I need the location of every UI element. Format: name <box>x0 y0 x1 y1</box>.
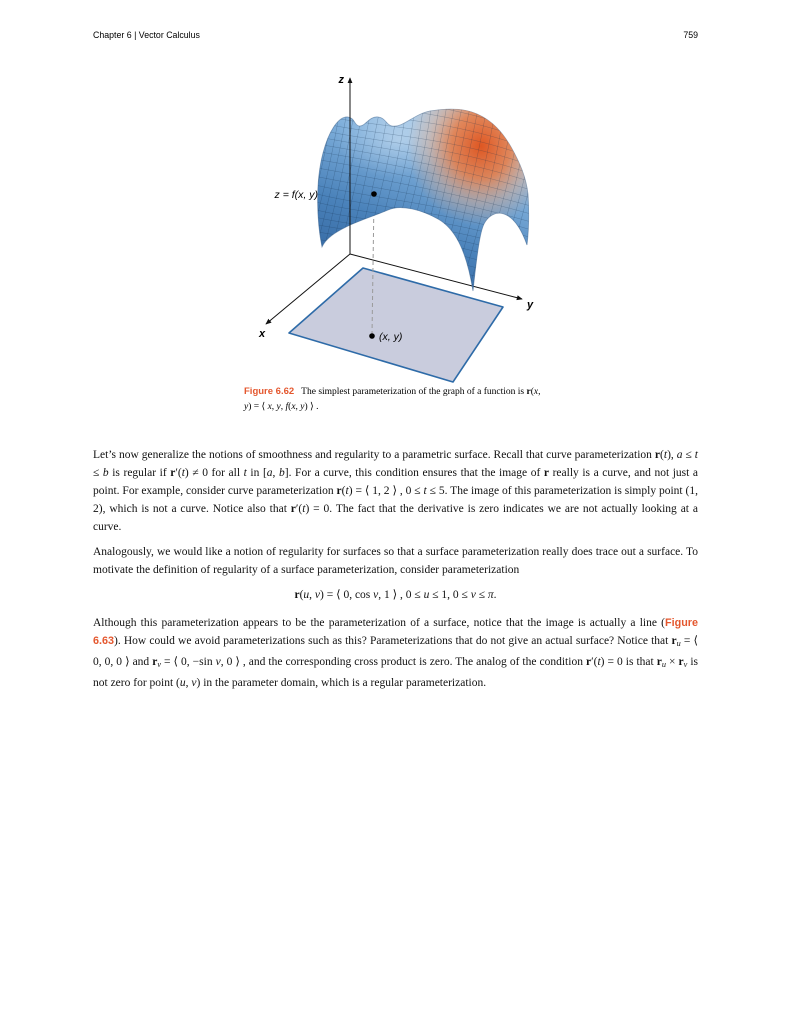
chapter-title: Chapter 6 | Vector Calculus <box>93 30 200 40</box>
domain-plane <box>289 268 503 382</box>
figure-caption: Figure 6.62 The simplest parameterization of the graph of a function is r(x, y) = ⟨ x, y, f(x, y) ⟩ . <box>244 386 541 412</box>
display-equation: r(u, v) = ⟨ 0, cos v, 1 ⟩ , 0 ≤ u ≤ 1, 0 ≤ v ≤ π. <box>294 589 497 601</box>
surface-point-dot <box>371 191 377 197</box>
paragraph-2: Analogously, we would like a notion of regularity for surfaces so that a surface parameterization really does trace out a surface. To motivate the definition of regularity of a surface parameterization, consider parameterization <box>93 546 698 576</box>
paragraph-3: Although this parameterization appears to be the parameterization of a surface, notice that the image is actually a line (Figure 6.63). How could we avoid parameterizations such as this? Parameterizations that do not give an actual surface? Notice that ru = ⟨ 0, 0, 0 ⟩ and rv = ⟨ 0, −sin v, 0 ⟩ , and the corresponding cross product is zero. The analog of the condition r′(t) = 0 is that ru × rv is not zero for point (u, v) in the parameter domain, which is a regular parameterization. <box>93 617 698 689</box>
page-header <box>93 30 698 40</box>
figure-6-63-link[interactable]: Figure 6.63 <box>93 617 698 647</box>
surface-label: z = f(x, y) <box>274 189 318 201</box>
plane-point-dot <box>369 333 375 339</box>
x-axis-label: x <box>258 328 266 340</box>
page-number: 759 <box>683 30 698 40</box>
figure-6-62 <box>238 58 548 388</box>
paragraph-1: Let’s now generalize the notions of smoothness and regularity to a parametric surface. Recall that curve parameterization r(t), a ≤ t ≤ b is regular if r′(t) ≠ 0 for all t in [a, b]. For a curve, this condition ensures that the image of r really is a curve, and not just a point. For example, consider curve parameterization r(t) = ⟨ 1, 2 ⟩ , 0 ≤ t ≤ 5. The image of this parameterization is simply point (1, 2), which is not a curve. Notice also that r′(t) = 0. The fact that the derivative is zero indicates we are not actually looking at a curve. <box>93 449 699 533</box>
body-text <box>93 446 698 699</box>
y-axis-label: y <box>527 299 534 311</box>
z-axis-label: z <box>338 74 344 86</box>
plane-point-label: (x, y) <box>379 331 403 343</box>
surface-plot <box>238 58 548 388</box>
